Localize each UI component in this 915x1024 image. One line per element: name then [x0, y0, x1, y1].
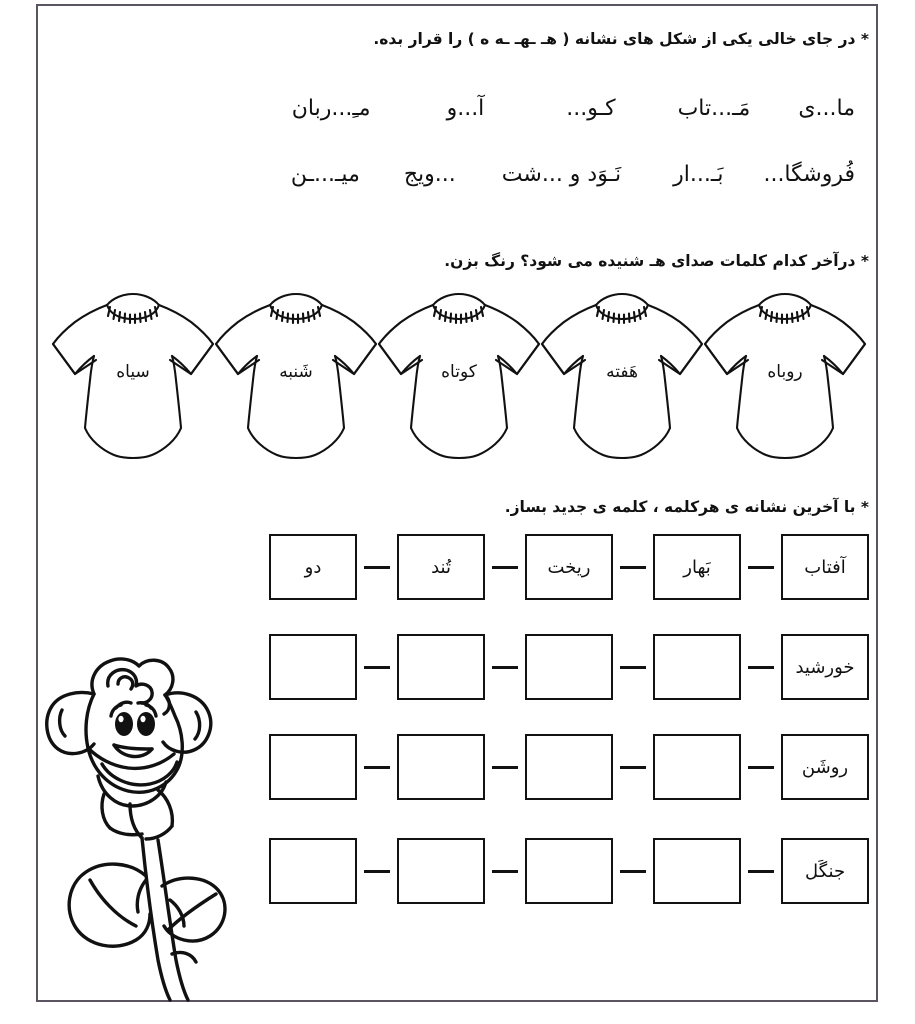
chain-cell[interactable]: ریخت	[525, 534, 613, 600]
chain-dash-icon	[492, 566, 518, 569]
chain-cell[interactable]: تُند	[397, 534, 485, 600]
tshirt-icon	[207, 288, 385, 466]
chain-dash-icon	[620, 766, 646, 769]
chain-dash-icon	[364, 766, 390, 769]
instruction-fill-in-blank: * در جای خالی یکی از شکل های نشانه ( هـ ـهـ ـه ه ) را قرار بده.	[373, 30, 869, 48]
chain-cell[interactable]	[397, 634, 485, 700]
fill-word[interactable]: ...ویج	[403, 162, 456, 187]
chain-dash-icon	[492, 766, 518, 769]
fill-word[interactable]: میـ...ـن	[290, 162, 360, 187]
fill-word[interactable]: فُروشگا...	[763, 162, 855, 187]
chain-cell[interactable]	[653, 838, 741, 904]
fill-word[interactable]: نَـوَد و ...شت	[501, 162, 622, 187]
word-row-1	[292, 92, 855, 125]
smiling-rose-icon	[38, 648, 234, 1002]
chain-dash-icon	[620, 870, 646, 873]
chain-cell[interactable]: دو	[269, 534, 357, 600]
chain-dash-icon	[748, 766, 774, 769]
word-chain-row	[269, 734, 869, 800]
shirt-item[interactable]	[370, 288, 548, 466]
fill-word[interactable]: کـو...	[566, 96, 616, 121]
chain-dash-icon	[364, 566, 390, 569]
fill-word[interactable]: آ...و	[446, 96, 485, 121]
shirt-item[interactable]	[533, 288, 711, 466]
shirt-label: شَنبه	[279, 362, 313, 382]
shirt-label: هَفته	[606, 362, 638, 382]
tshirt-icon	[370, 288, 548, 466]
shirt-strip	[44, 288, 874, 468]
chain-cell[interactable]	[397, 734, 485, 800]
chain-cell[interactable]	[269, 734, 357, 800]
chain-cell[interactable]: بَهار	[653, 534, 741, 600]
chain-cell[interactable]	[397, 838, 485, 904]
chain-cell[interactable]: روشَن	[781, 734, 869, 800]
word-chain-row	[269, 634, 869, 700]
shirt-item[interactable]	[207, 288, 385, 466]
fill-word[interactable]: ما...ی	[798, 96, 855, 121]
word-chain-row	[269, 838, 869, 904]
shirt-item[interactable]	[696, 288, 874, 466]
chain-cell[interactable]	[653, 734, 741, 800]
shirt-item[interactable]	[44, 288, 222, 466]
chain-cell[interactable]	[525, 634, 613, 700]
chain-dash-icon	[748, 666, 774, 669]
instruction-color-the-words: * درآخر کدام کلمات صدای هـ شنیده می شود؟ رنگ بزن.	[444, 252, 869, 270]
tshirt-icon	[533, 288, 711, 466]
chain-cell[interactable]	[525, 734, 613, 800]
chain-dash-icon	[748, 566, 774, 569]
shirt-label: روباه	[767, 362, 803, 382]
chain-dash-icon	[492, 870, 518, 873]
shirt-label: کوتاه	[441, 362, 477, 382]
chain-cell[interactable]	[269, 634, 357, 700]
chain-cell[interactable]	[653, 634, 741, 700]
chain-dash-icon	[620, 566, 646, 569]
chain-dash-icon	[620, 666, 646, 669]
chain-dash-icon	[364, 666, 390, 669]
fill-word[interactable]: بَـ...ار	[673, 162, 724, 187]
fill-word[interactable]: مـِ...ربان	[291, 96, 371, 121]
chain-dash-icon	[748, 870, 774, 873]
word-row-2	[291, 158, 855, 191]
fill-word[interactable]: مَـ...تاب	[677, 96, 751, 121]
chain-cell[interactable]: خورشید	[781, 634, 869, 700]
chain-cell[interactable]: آفتاب	[781, 534, 869, 600]
word-chain-row	[269, 534, 869, 600]
chain-cell[interactable]	[525, 838, 613, 904]
chain-cell[interactable]	[269, 838, 357, 904]
chain-cell[interactable]: جنگَل	[781, 838, 869, 904]
chain-dash-icon	[364, 870, 390, 873]
shirt-label: سیاه	[116, 362, 150, 382]
tshirt-icon	[696, 288, 874, 466]
tshirt-icon	[44, 288, 222, 466]
chain-dash-icon	[492, 666, 518, 669]
instruction-make-new-word: * با آخرین نشانه ی هرکلمه ، کلمه ی جدید بساز.	[504, 498, 869, 516]
